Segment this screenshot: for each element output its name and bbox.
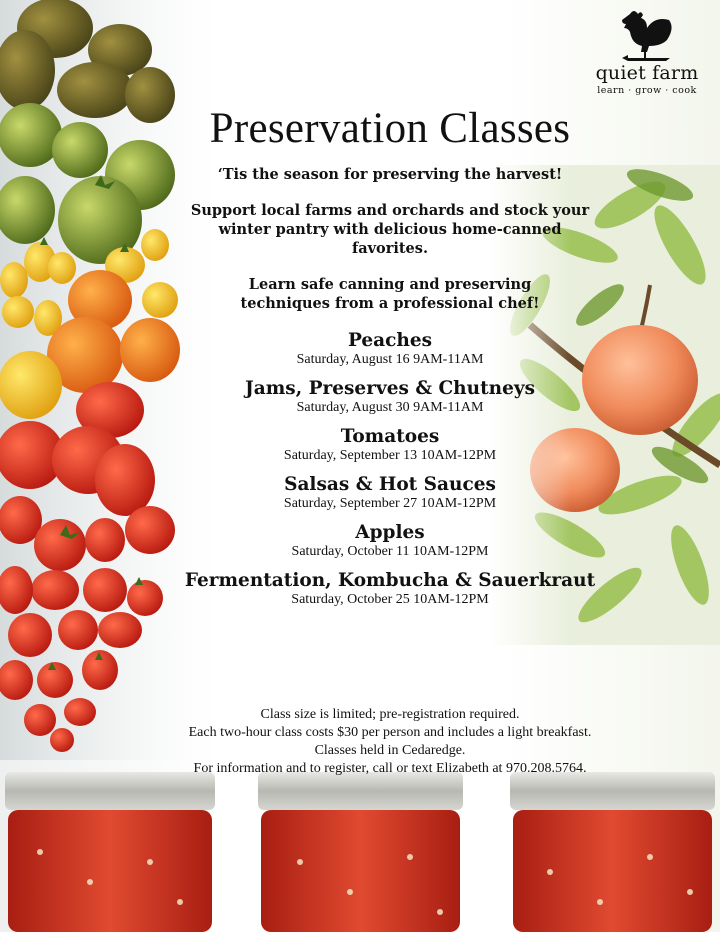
class-name: Apples	[355, 522, 425, 543]
class-item	[150, 474, 630, 512]
rooster-weathervane-icon	[616, 8, 678, 64]
class-date: Saturday, October 11 10AM-12PM	[291, 544, 489, 559]
quiet-farm-logo	[592, 8, 702, 96]
intro-line: ‘Tis the season for preserving the harvest!	[217, 166, 563, 183]
class-name: Peaches	[347, 330, 433, 351]
class-name: Jams, Preserves & Chutneys	[244, 378, 536, 399]
jar-3	[510, 772, 715, 932]
class-item	[150, 378, 630, 416]
registration-info	[110, 706, 670, 778]
brand-tagline: learn · grow · cook	[597, 85, 697, 96]
class-date: Saturday, September 27 10AM-12PM	[283, 496, 497, 511]
flyer-content	[150, 104, 630, 618]
class-item	[150, 426, 630, 464]
footer-line: Class size is limited; pre-registration required.	[260, 707, 520, 722]
page-title: Preservation Classes	[209, 105, 571, 152]
canning-jars-image	[0, 762, 720, 932]
class-name: Fermentation, Kombucha & Sauerkraut	[184, 570, 596, 591]
class-date: Saturday, October 25 10AM-12PM	[291, 592, 489, 607]
class-date: Saturday, August 30 9AM-11AM	[296, 400, 484, 415]
class-name: Salsas & Hot Sauces	[284, 474, 496, 495]
class-item	[150, 522, 630, 560]
class-name: Tomatoes	[340, 426, 440, 447]
footer-line: Each two-hour class costs $30 per person and includes a light breakfast.	[188, 725, 592, 740]
intro-line: Learn safe canning and preserving techniques from a professional chef!	[240, 276, 540, 312]
jar-1	[5, 772, 215, 932]
class-date: Saturday, August 16 9AM-11AM	[296, 352, 484, 367]
footer-line: Classes held in Cedaredge.	[314, 743, 466, 758]
class-list	[150, 330, 630, 608]
class-item	[150, 570, 630, 608]
intro	[150, 165, 630, 313]
class-item	[150, 330, 630, 368]
intro-line: Support local farms and orchards and stock your winter pantry with delicious home-canned favorites.	[190, 202, 590, 257]
footer-line: For information and to register, call or text Elizabeth at 970.208.5764.	[193, 761, 587, 776]
class-date: Saturday, September 13 10AM-12PM	[283, 448, 497, 463]
jar-2	[258, 772, 463, 932]
brand-name: quiet farm	[595, 62, 699, 84]
